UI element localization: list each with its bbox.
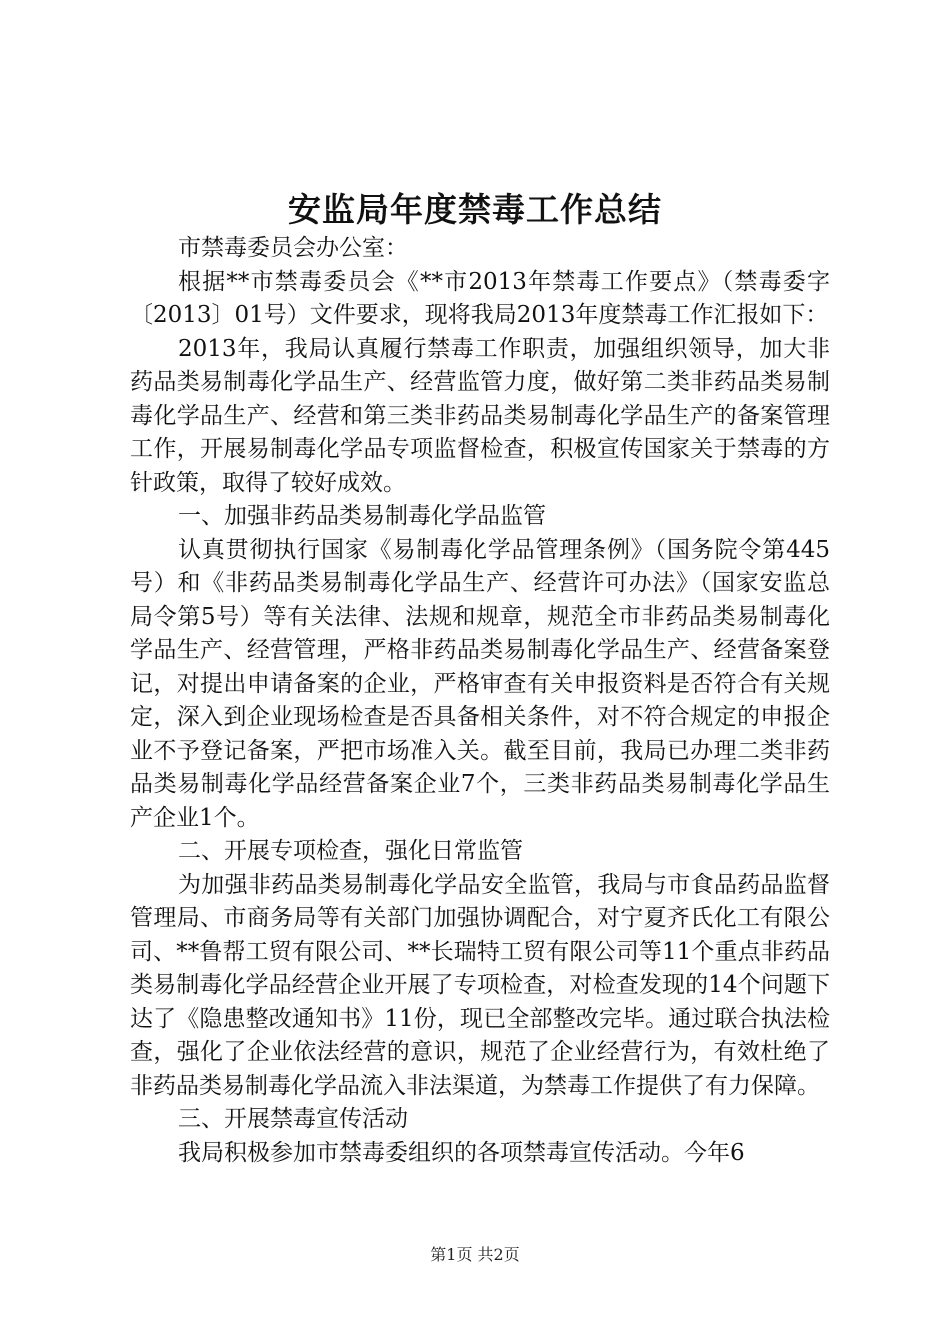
page-number-footer: 第1页 共2页 xyxy=(430,1245,520,1264)
section-heading-3: 三、开展禁毒宣传活动 xyxy=(178,1106,408,1132)
document-body xyxy=(130,232,830,1170)
document-title: 安监局年度禁毒工作总结 xyxy=(288,190,662,229)
section-heading-2: 二、开展专项检查，强化日常监管 xyxy=(178,838,523,864)
summary-paragraph: 2013年，我局认真履行禁毒工作职责，加强组织领导，加大非药品类易制毒化学品生产、经营监管力度，做好第二类非药品类易制毒化学品生产、经营和第三类非药品类易制毒化学品生产的备案管理工作，开展易制毒化学品专项监督检查，积极宣传国家关于禁毒的方针政策，取得了较好成效。 xyxy=(130,335,830,496)
intro-paragraph: 根据**市禁毒委员会《**市2013年禁毒工作要点》（禁毒委字〔2013〕01号）文件要求，现将我局2013年度禁毒工作汇报如下： xyxy=(130,268,830,328)
section-paragraph-1: 认真贯彻执行国家《易制毒化学品管理条例》（国务院令第445号）和《非药品类易制毒化学品生产、经营许可办法》（国家安监总局令第5号）等有关法律、法规和规章，规范全市非药品类易制毒化学品生产、经营管理，严格非药品类易制毒化学品生产、经营备案登记，对提出申请备案的企业，严格审查有关申报资料是否符合有关规定，深入到企业现场检查是否具备相关条件，对不符合规定的申报企业不予登记备案，严把市场准入关。截至目前，我局已办理二类非药品类易制毒化学品经营备案企业7个，三类非药品类易制毒化学品生产企业1个。 xyxy=(130,536,830,831)
section-paragraph-3: 我局积极参加市禁毒委组织的各项禁毒宣传活动。今年6 xyxy=(178,1139,745,1166)
section-heading-1: 一、加强非药品类易制毒化学品监管 xyxy=(178,503,546,529)
section-paragraph-2: 为加强非药品类易制毒化学品安全监管，我局与市食品药品监督管理局、市商务局等有关部门加强协调配合，对宁夏齐氏化工有限公司、**鲁帮工贸有限公司、**长瑞特工贸有限公司等11个重点非药品类易制毒化学品经营企业开展了专项检查，对检查发现的14个问题下达了《隐患整改通知书》11份，现已全部整改完毕。通过联合执法检查，强化了企业依法经营的意识，规范了企业经营行为，有效杜绝了非药品类易制毒化学品流入非法渠道，为禁毒工作提供了有力保障。 xyxy=(130,871,830,1099)
salutation: 市禁毒委员会办公室： xyxy=(178,235,408,261)
